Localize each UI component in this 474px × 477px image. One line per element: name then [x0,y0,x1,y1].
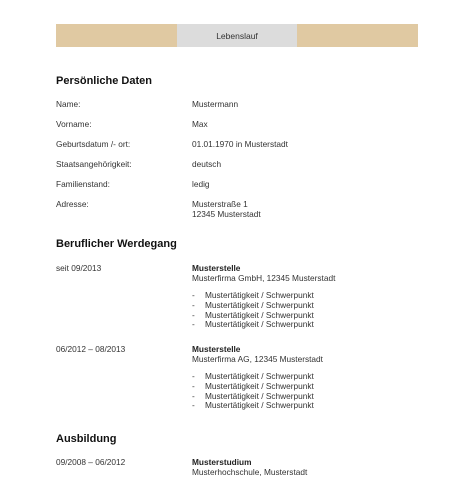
career-company: Musterfirma AG, 12345 Musterstadt [192,354,323,364]
personal-label: Adresse: [56,199,89,209]
career-period: 06/2012 – 08/2013 [56,344,126,354]
personal-label: Staatsangehörigkeit: [56,159,132,169]
task-item: - Mustertätigkeit / Schwerpunkt [192,299,314,310]
task-list [192,291,335,330]
section-title-personal: Persönliche Daten [56,75,152,87]
personal-value: ledig [192,179,210,189]
section-title-career: Beruflicher Werdegang [56,238,177,250]
task-item: - Mustertätigkeit / Schwerpunkt [192,319,314,330]
address-street: Musterstraße 1 [192,199,248,209]
header-accent-right [297,24,418,47]
education-title: Musterstudium [192,457,252,467]
career-details [192,344,323,411]
personal-label: Geburtsdatum /- ort: [56,139,131,149]
address-city: 12345 Musterstadt [192,209,261,219]
personal-label: Familienstand: [56,179,110,189]
career-company: Musterfirma GmbH, 12345 Musterstadt [192,273,336,283]
personal-value: 01.01.1970 in Musterstadt [192,139,288,149]
personal-value: Mustermann [192,99,239,109]
header-accent-left [56,24,177,47]
career-position: Musterstelle [192,263,241,273]
personal-value [192,199,261,219]
section-title-education: Ausbildung [56,433,117,445]
personal-label: Vorname: [56,119,92,129]
task-list [192,372,323,411]
task-item: - Mustertätigkeit / Schwerpunkt [192,390,314,401]
education-institution: Musterhochschule, Musterstadt [192,467,308,477]
personal-value: deutsch [192,159,222,169]
personal-label: Name: [56,99,81,109]
career-period: seit 09/2013 [56,263,102,273]
task-item: - Mustertätigkeit / Schwerpunkt [192,400,314,411]
education-details [192,457,307,477]
education-period: 09/2008 – 06/2012 [56,457,126,467]
career-details [192,263,335,330]
career-position: Musterstelle [192,344,241,354]
task-item: - Mustertätigkeit / Schwerpunkt [192,380,314,391]
task-item: - Mustertätigkeit / Schwerpunkt [192,309,314,320]
personal-value: Max [192,119,208,129]
header-bar [56,24,418,47]
task-item: - Mustertätigkeit / Schwerpunkt [192,290,314,300]
document-title: Lebenslauf [177,24,297,47]
task-item: - Mustertätigkeit / Schwerpunkt [192,371,314,381]
